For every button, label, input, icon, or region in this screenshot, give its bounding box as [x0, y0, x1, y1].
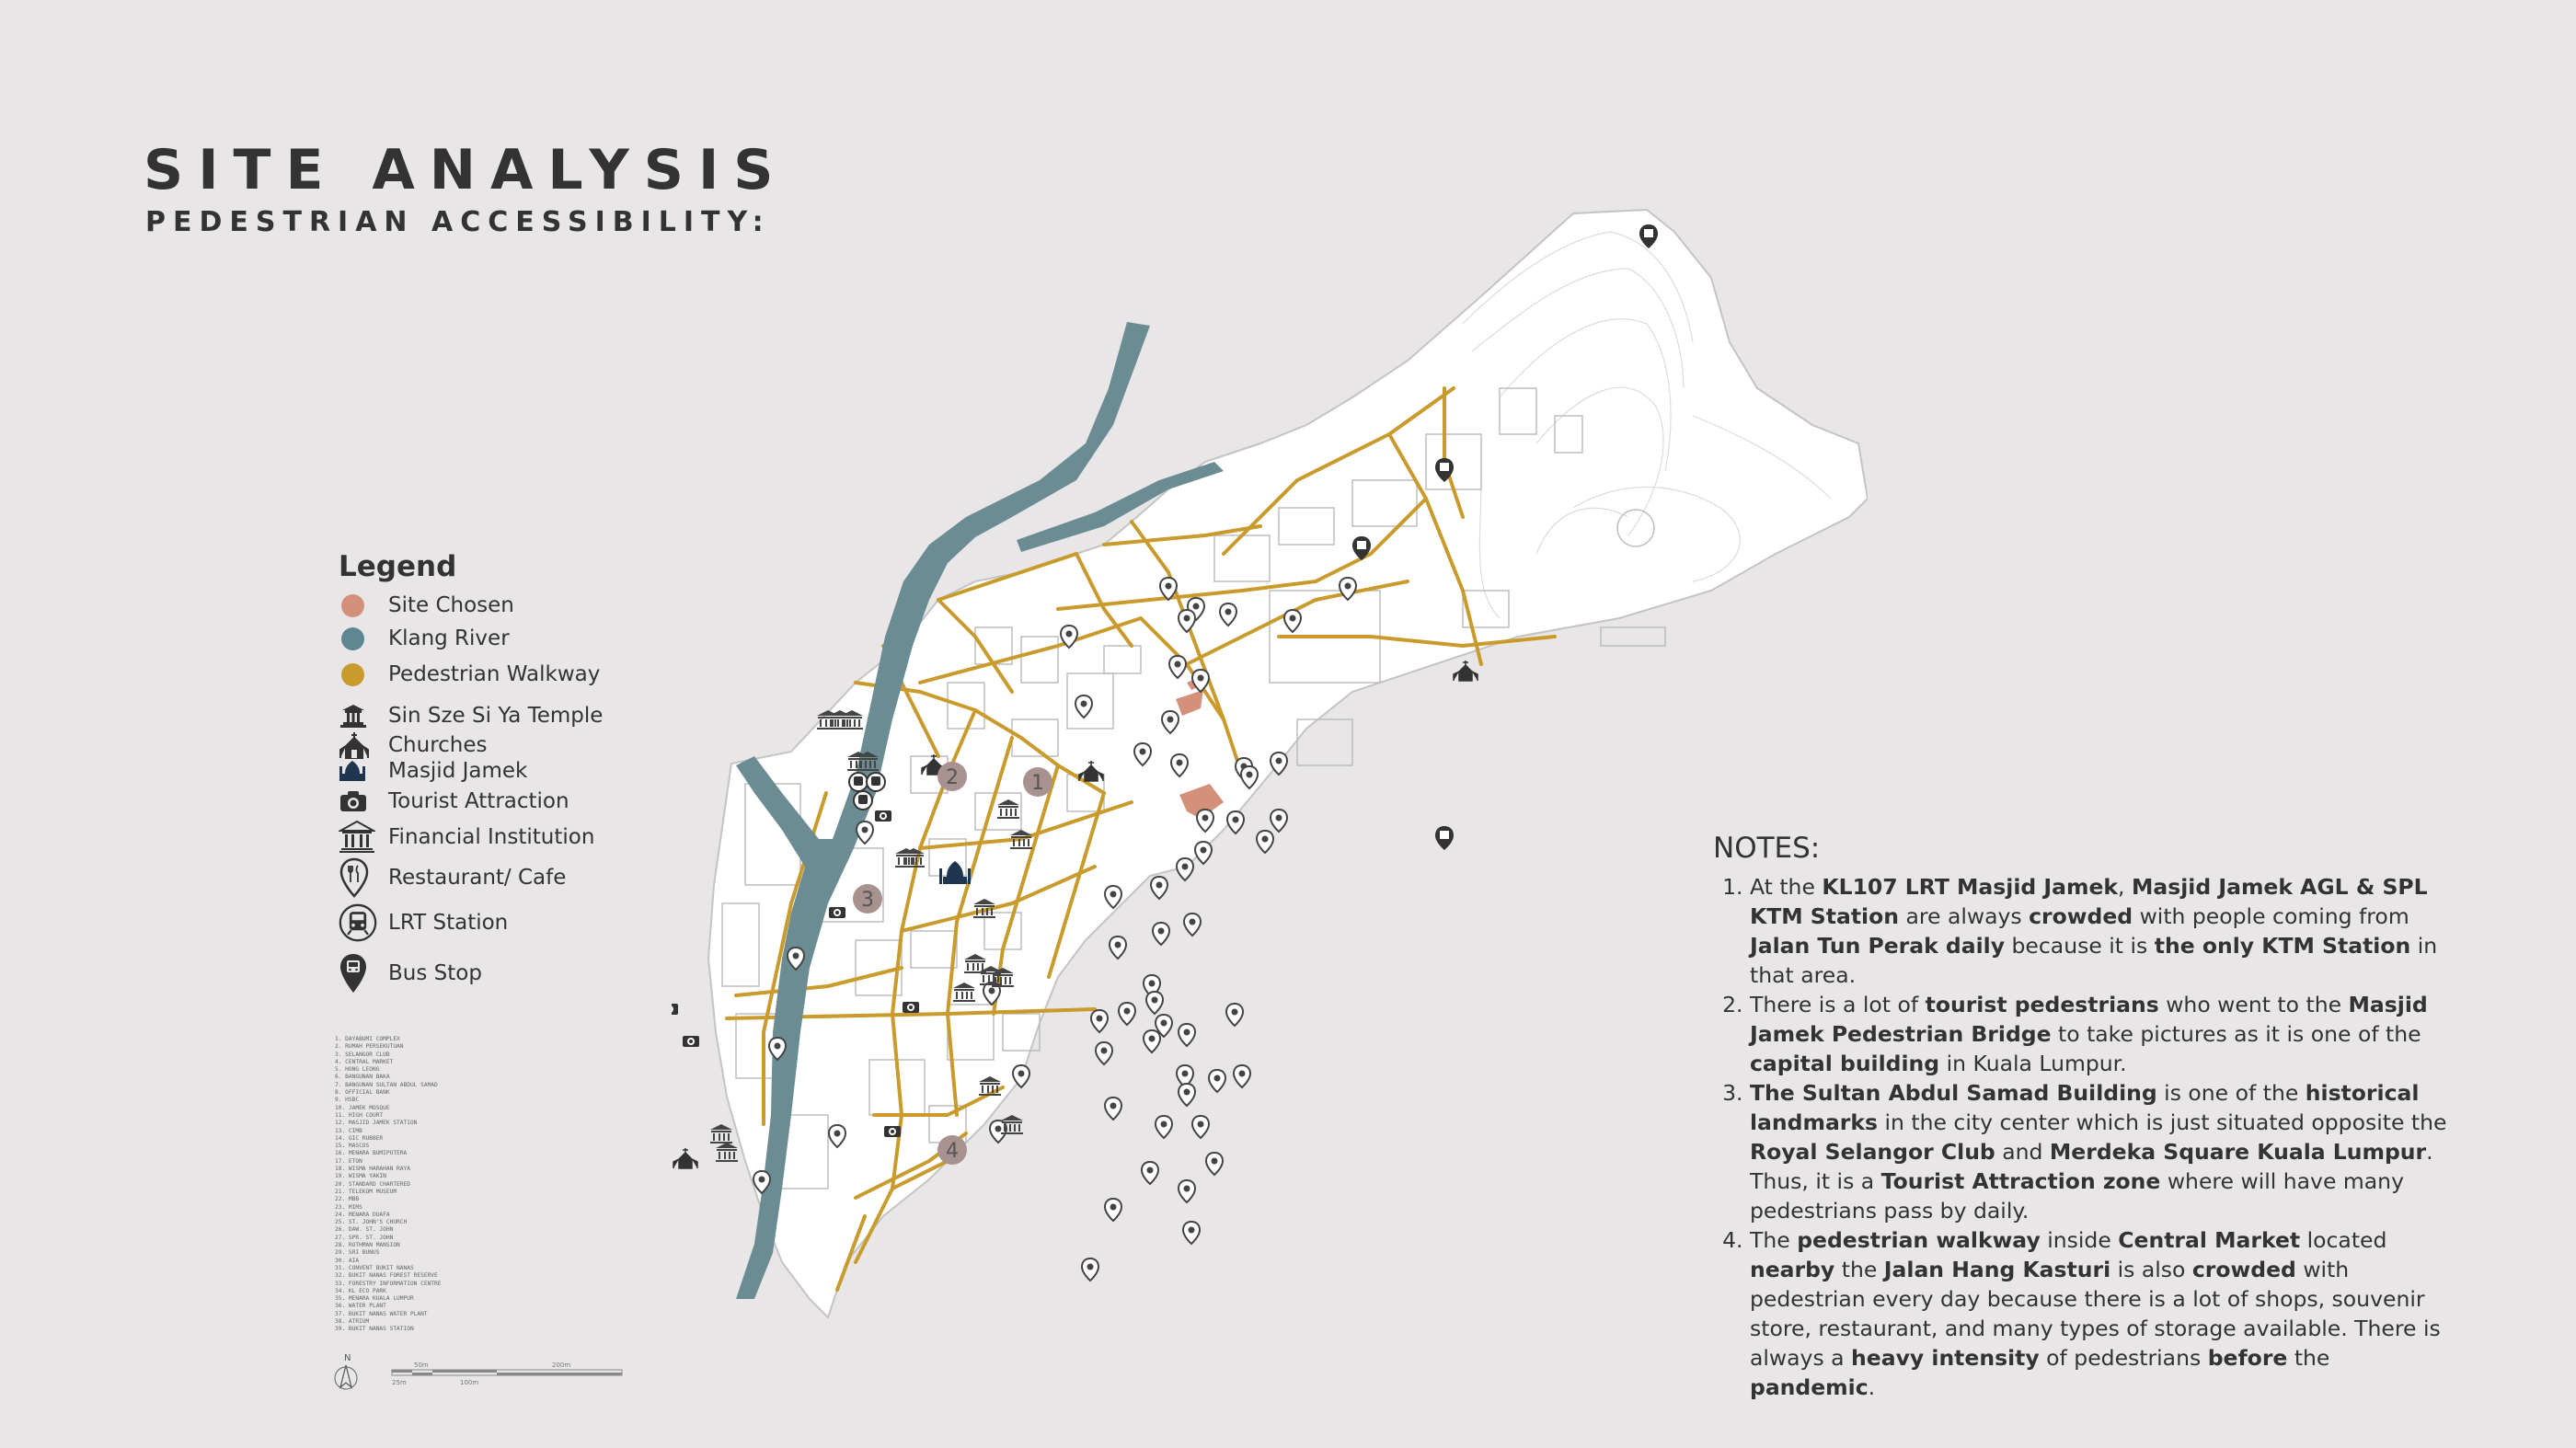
- note-item: [1750, 872, 2449, 990]
- note-text: and: [1995, 1139, 2050, 1165]
- train-icon: [867, 773, 885, 791]
- site-key-item: 10. JAMEK MOSQUE: [335, 1104, 390, 1111]
- legend-label: Restaurant/ Cafe: [388, 866, 567, 890]
- site-key-item: 3. SELANGOR CLUB: [335, 1051, 390, 1058]
- legend-item-klang-river: [339, 622, 670, 655]
- restaurant-pin-icon: [1179, 1084, 1195, 1106]
- legend-label: Financial Institution: [388, 825, 595, 849]
- note-text: At the: [1750, 874, 1823, 900]
- legend-item-tourist-attraction: [339, 784, 670, 819]
- legend-label: Sin Sze Si Ya Temple: [388, 704, 604, 728]
- note-text: tourist pedestrians: [1925, 992, 2159, 1017]
- site-marker-number: 1: [1031, 772, 1044, 795]
- legend-label: Klang River: [388, 626, 510, 650]
- legend-label: Churches: [388, 733, 488, 757]
- klang-river-dot: [341, 627, 364, 650]
- note-text: in Kuala Lumpur.: [1939, 1051, 2127, 1076]
- camera-icon: [339, 789, 368, 813]
- restaurant-pin-icon: [1119, 1003, 1135, 1025]
- legend-item-restaurant: [339, 856, 670, 900]
- note-text: Merdeka Square Kuala Lumpur: [2049, 1139, 2427, 1165]
- note-text: .: [1868, 1374, 1876, 1400]
- restaurant-pin-icon: [1271, 810, 1287, 832]
- note-text: are always: [1899, 903, 2030, 929]
- legend-item-bus-stop: [339, 946, 670, 1001]
- legend-label: Site Chosen: [388, 593, 514, 617]
- note-text: is also: [2110, 1257, 2192, 1282]
- note-text: who went to the: [2158, 992, 2349, 1017]
- site-key-item: 8. OFFICIAL BANK: [335, 1089, 390, 1097]
- restaurant-pin-icon: [1257, 831, 1273, 853]
- site-key-item: 37. BUKIT NANAS WATER PLANT: [335, 1310, 428, 1317]
- site-chosen-dot: [341, 594, 364, 617]
- site-key-item: 17. ETON: [335, 1157, 362, 1165]
- note-text: The: [1750, 1227, 1798, 1253]
- site-key-item: 26. DAW. ST. JOHN: [335, 1226, 394, 1234]
- restaurant-pin-icon: [1206, 1153, 1223, 1175]
- north-label: N: [344, 1353, 351, 1363]
- train-icon: [339, 902, 377, 944]
- note-text: in the city center which is just situated opposite the: [1878, 1109, 2447, 1135]
- note-item: [1750, 1225, 2449, 1402]
- site-key-item: 33. FORESTRY INFORMATION CENTRE: [335, 1280, 442, 1287]
- site-key-item: 6. BANGUNAN BAKA: [335, 1074, 390, 1081]
- note-text: Tourist Attraction zone: [1880, 1168, 2161, 1194]
- restaurant-pin-icon: [1153, 923, 1169, 945]
- legend-item-site-chosen: [339, 589, 670, 622]
- camera-icon: [683, 1036, 699, 1047]
- legend-item-pedestrian-walkway: [339, 655, 670, 694]
- restaurant-pin-icon: [1177, 858, 1193, 880]
- site-key-item: 15. MASCOS: [335, 1143, 370, 1150]
- camera-icon: [884, 1126, 901, 1137]
- restaurant-pin-icon: [1110, 937, 1126, 959]
- bank-icon: [1001, 1115, 1023, 1134]
- note-text: . Thus, it is a: [1750, 1139, 2433, 1194]
- site-key-item: 18. WISMA HARAHAN RAYA: [335, 1166, 410, 1173]
- page-title: SITE ANALYSIS: [144, 138, 788, 202]
- legend-label: Tourist Attraction: [388, 789, 569, 813]
- restaurant-pin-icon: [1105, 1097, 1121, 1120]
- site-key-item: 9. HSBC: [335, 1097, 360, 1104]
- site-marker-number: 2: [946, 766, 959, 789]
- restaurant-pin-icon: [1144, 1030, 1160, 1052]
- train-icon: [854, 791, 872, 810]
- note-text: KL107 LRT Masjid Jamek: [1822, 874, 2119, 900]
- site-key-item: 16. MENARA BUMIPUTERA: [335, 1150, 408, 1157]
- note-text: in that area.: [1750, 933, 2438, 988]
- scale-label: 50m: [414, 1362, 429, 1369]
- note-text: the: [2287, 1345, 2330, 1371]
- site-key-item: 13. CIMB: [335, 1127, 362, 1134]
- restaurant-pin-icon: [1227, 811, 1244, 833]
- site-key-item: 32. BUKIT NANAS FOREST RESERVE: [335, 1272, 438, 1280]
- site-key-item: 35. MENARA KUALA LUMPUR: [335, 1295, 414, 1303]
- restaurant-pin-icon: [1179, 1024, 1195, 1046]
- note-text: where will have many pedestrians pass by daily.: [1750, 1168, 2404, 1224]
- restaurant-pin-icon: [1096, 1042, 1112, 1064]
- scale-label: 100m: [460, 1379, 479, 1386]
- note-text: located: [2300, 1227, 2387, 1253]
- note-text: the only KTM Station: [2154, 933, 2411, 959]
- site-key-item: 27. SPR. ST. JOHN: [335, 1234, 394, 1241]
- legend-item-masjid-jamek: [339, 758, 670, 784]
- note-text: with pedestrian every day because there is a lot of shops, souvenir store, restaurant, and many types of storage available. There is always a: [1750, 1257, 2441, 1371]
- north-arrow-icon: [328, 1352, 364, 1393]
- notes-list: [1713, 872, 2449, 1402]
- site-marker-number: 4: [946, 1140, 959, 1163]
- site-key-item: 25. ST. JOHN'S CHURCH: [335, 1219, 408, 1226]
- note-text: is one of the: [2156, 1080, 2306, 1106]
- legend-title: Legend: [339, 550, 457, 583]
- legend-item-financial-institution: [339, 819, 670, 856]
- note-text: ,: [2118, 874, 2132, 900]
- note-text: There is a lot of: [1750, 992, 1926, 1017]
- site-key-item: 39. BUKIT NANAS STATION: [335, 1326, 414, 1333]
- site-key-list: [335, 1036, 482, 1334]
- bus-stop-pin-icon: [1435, 826, 1454, 850]
- site-key-item: 31. CONVENT BUKIT NANAS: [335, 1264, 414, 1271]
- legend: [339, 550, 670, 1001]
- scale-label: 25m: [392, 1379, 407, 1386]
- restaurant-pin-icon: [1234, 1065, 1250, 1087]
- site-key-item: 24. MENARA DUAFA: [335, 1211, 390, 1218]
- restaurant-pin-icon: [1179, 1180, 1195, 1202]
- note-text: crowded: [2029, 903, 2133, 929]
- camera-icon: [903, 1002, 919, 1013]
- temple-icon: [339, 701, 368, 730]
- legend-label: LRT Station: [388, 911, 509, 935]
- site-key-item: 36. WATER PLANT: [335, 1303, 386, 1310]
- church-icon: [1454, 661, 1478, 681]
- site-key-item: 20. STANDARD CHARTERED: [335, 1180, 410, 1188]
- notes-title: NOTES:: [1713, 832, 1821, 865]
- camera-icon: [672, 1004, 678, 1015]
- restaurant-pin-icon: [1195, 842, 1212, 864]
- note-text: before: [2207, 1345, 2288, 1371]
- mosque-icon: [339, 759, 366, 783]
- note-text: historical landmarks: [1750, 1080, 2420, 1135]
- site-key-item: 7. BANGUNAN SULTAN ABDUL SAMAD: [335, 1081, 438, 1088]
- camera-icon: [875, 810, 891, 822]
- site-key-item: 29. SRI BUNUS: [335, 1249, 380, 1257]
- note-text: with people coming from: [2133, 903, 2409, 929]
- note-text: Jalan Hang Kasturi: [1883, 1257, 2111, 1282]
- restaurant-pin-icon: [1082, 1258, 1098, 1281]
- site-key-item: 30. AIA: [335, 1257, 360, 1264]
- note-text: Jalan Tun Perak daily: [1750, 933, 2006, 959]
- pedestrian-walkway-dot: [341, 663, 364, 686]
- note-text: crowded: [2191, 1257, 2296, 1282]
- restaurant-pin-icon: [1226, 1004, 1243, 1026]
- legend-item-churches: [339, 732, 670, 758]
- note-text: because it is: [2005, 933, 2155, 959]
- restaurant-pin-icon: [1151, 877, 1167, 899]
- scale-bar: [390, 1362, 629, 1389]
- restaurant-pin-icon: [1156, 1116, 1172, 1138]
- site-key-item: 12. MASJID JAMEK STATION: [335, 1120, 418, 1127]
- notes-panel: [1713, 832, 2449, 1402]
- site-key-item: 5. HONG LEONG: [335, 1066, 380, 1074]
- note-text: Central Market: [2118, 1227, 2301, 1253]
- restaurant-pin-icon: [1105, 1199, 1121, 1221]
- legend-item-lrt-station: [339, 900, 670, 946]
- site-key-item: 4. CENTRAL MARKET: [335, 1058, 394, 1065]
- note-text: the: [1834, 1257, 1884, 1282]
- bank-icon: [339, 820, 375, 855]
- restaurant-pin-icon: [1184, 914, 1201, 936]
- note-text: pandemic: [1750, 1374, 1869, 1400]
- site-key-item: 21. TELEKOM MUSEUM: [335, 1188, 397, 1195]
- note-text: nearby: [1750, 1257, 1835, 1282]
- restaurant-pin-icon: [339, 857, 370, 898]
- note-text: capital building: [1750, 1051, 1940, 1076]
- site-key-item: 1. DAYABUMI COMPLEX: [335, 1036, 400, 1042]
- site-marker-number: 3: [861, 889, 874, 912]
- restaurant-pin-icon: [1146, 992, 1163, 1014]
- camera-icon: [829, 907, 845, 918]
- site-key-item: 14. GIC RUBBER: [335, 1134, 384, 1142]
- page-subtitle: PEDESTRIAN ACCESSIBILITY:: [145, 206, 771, 238]
- site-key-item: 22. MBB: [335, 1196, 360, 1203]
- site-key-item: 19. WISMA YAKIN: [335, 1173, 386, 1180]
- note-text: inside: [2040, 1227, 2119, 1253]
- site-key-item: 38. ATRIUM: [335, 1317, 370, 1325]
- restaurant-pin-icon: [1091, 1010, 1108, 1032]
- restaurant-pin-icon: [1142, 1162, 1158, 1184]
- note-item: [1750, 1078, 2449, 1225]
- scale-label: 200m: [552, 1362, 571, 1369]
- legend-label: Bus Stop: [388, 961, 482, 985]
- site-map: [672, 204, 1868, 1336]
- legend-item-temple: [339, 699, 670, 732]
- church-icon: [673, 1148, 697, 1168]
- train-icon: [849, 773, 868, 791]
- site-key-item: 11. HIGH COURT: [335, 1111, 384, 1119]
- note-text: pedestrian walkway: [1797, 1227, 2041, 1253]
- note-text: The Sultan Abdul Samad Building: [1750, 1080, 2157, 1106]
- site-key-item: 2. RUMAH PERSEKUTUAN: [335, 1043, 404, 1051]
- note-text: to take pictures as it is one of the: [2051, 1021, 2421, 1047]
- site-key-item: 34. KL ECO PARK: [335, 1287, 386, 1294]
- note-text: heavy intensity: [1851, 1345, 2040, 1371]
- legend-label: Pedestrian Walkway: [388, 662, 601, 686]
- restaurant-pin-icon: [1192, 1116, 1209, 1138]
- bank-icon: [716, 1143, 738, 1162]
- note-text: Masjid Jamek Pedestrian Bridge: [1750, 992, 2428, 1047]
- note-text: of pedestrians: [2039, 1345, 2208, 1371]
- restaurant-pin-icon: [1209, 1070, 1225, 1092]
- restaurant-pin-icon: [1183, 1222, 1200, 1244]
- bank-icon: [710, 1124, 732, 1143]
- bus-stop-pin-icon: [339, 952, 368, 994]
- note-text: Royal Selangor Club: [1750, 1139, 1995, 1165]
- note-text: Masjid Jamek AGL & SPL KTM Station: [1750, 874, 2428, 929]
- site-key-item: 28. ROTHMAN MANSION: [335, 1242, 400, 1249]
- legend-label: Masjid Jamek: [388, 759, 528, 783]
- note-item: [1750, 990, 2449, 1078]
- site-key-item: 23. MIMS: [335, 1203, 362, 1211]
